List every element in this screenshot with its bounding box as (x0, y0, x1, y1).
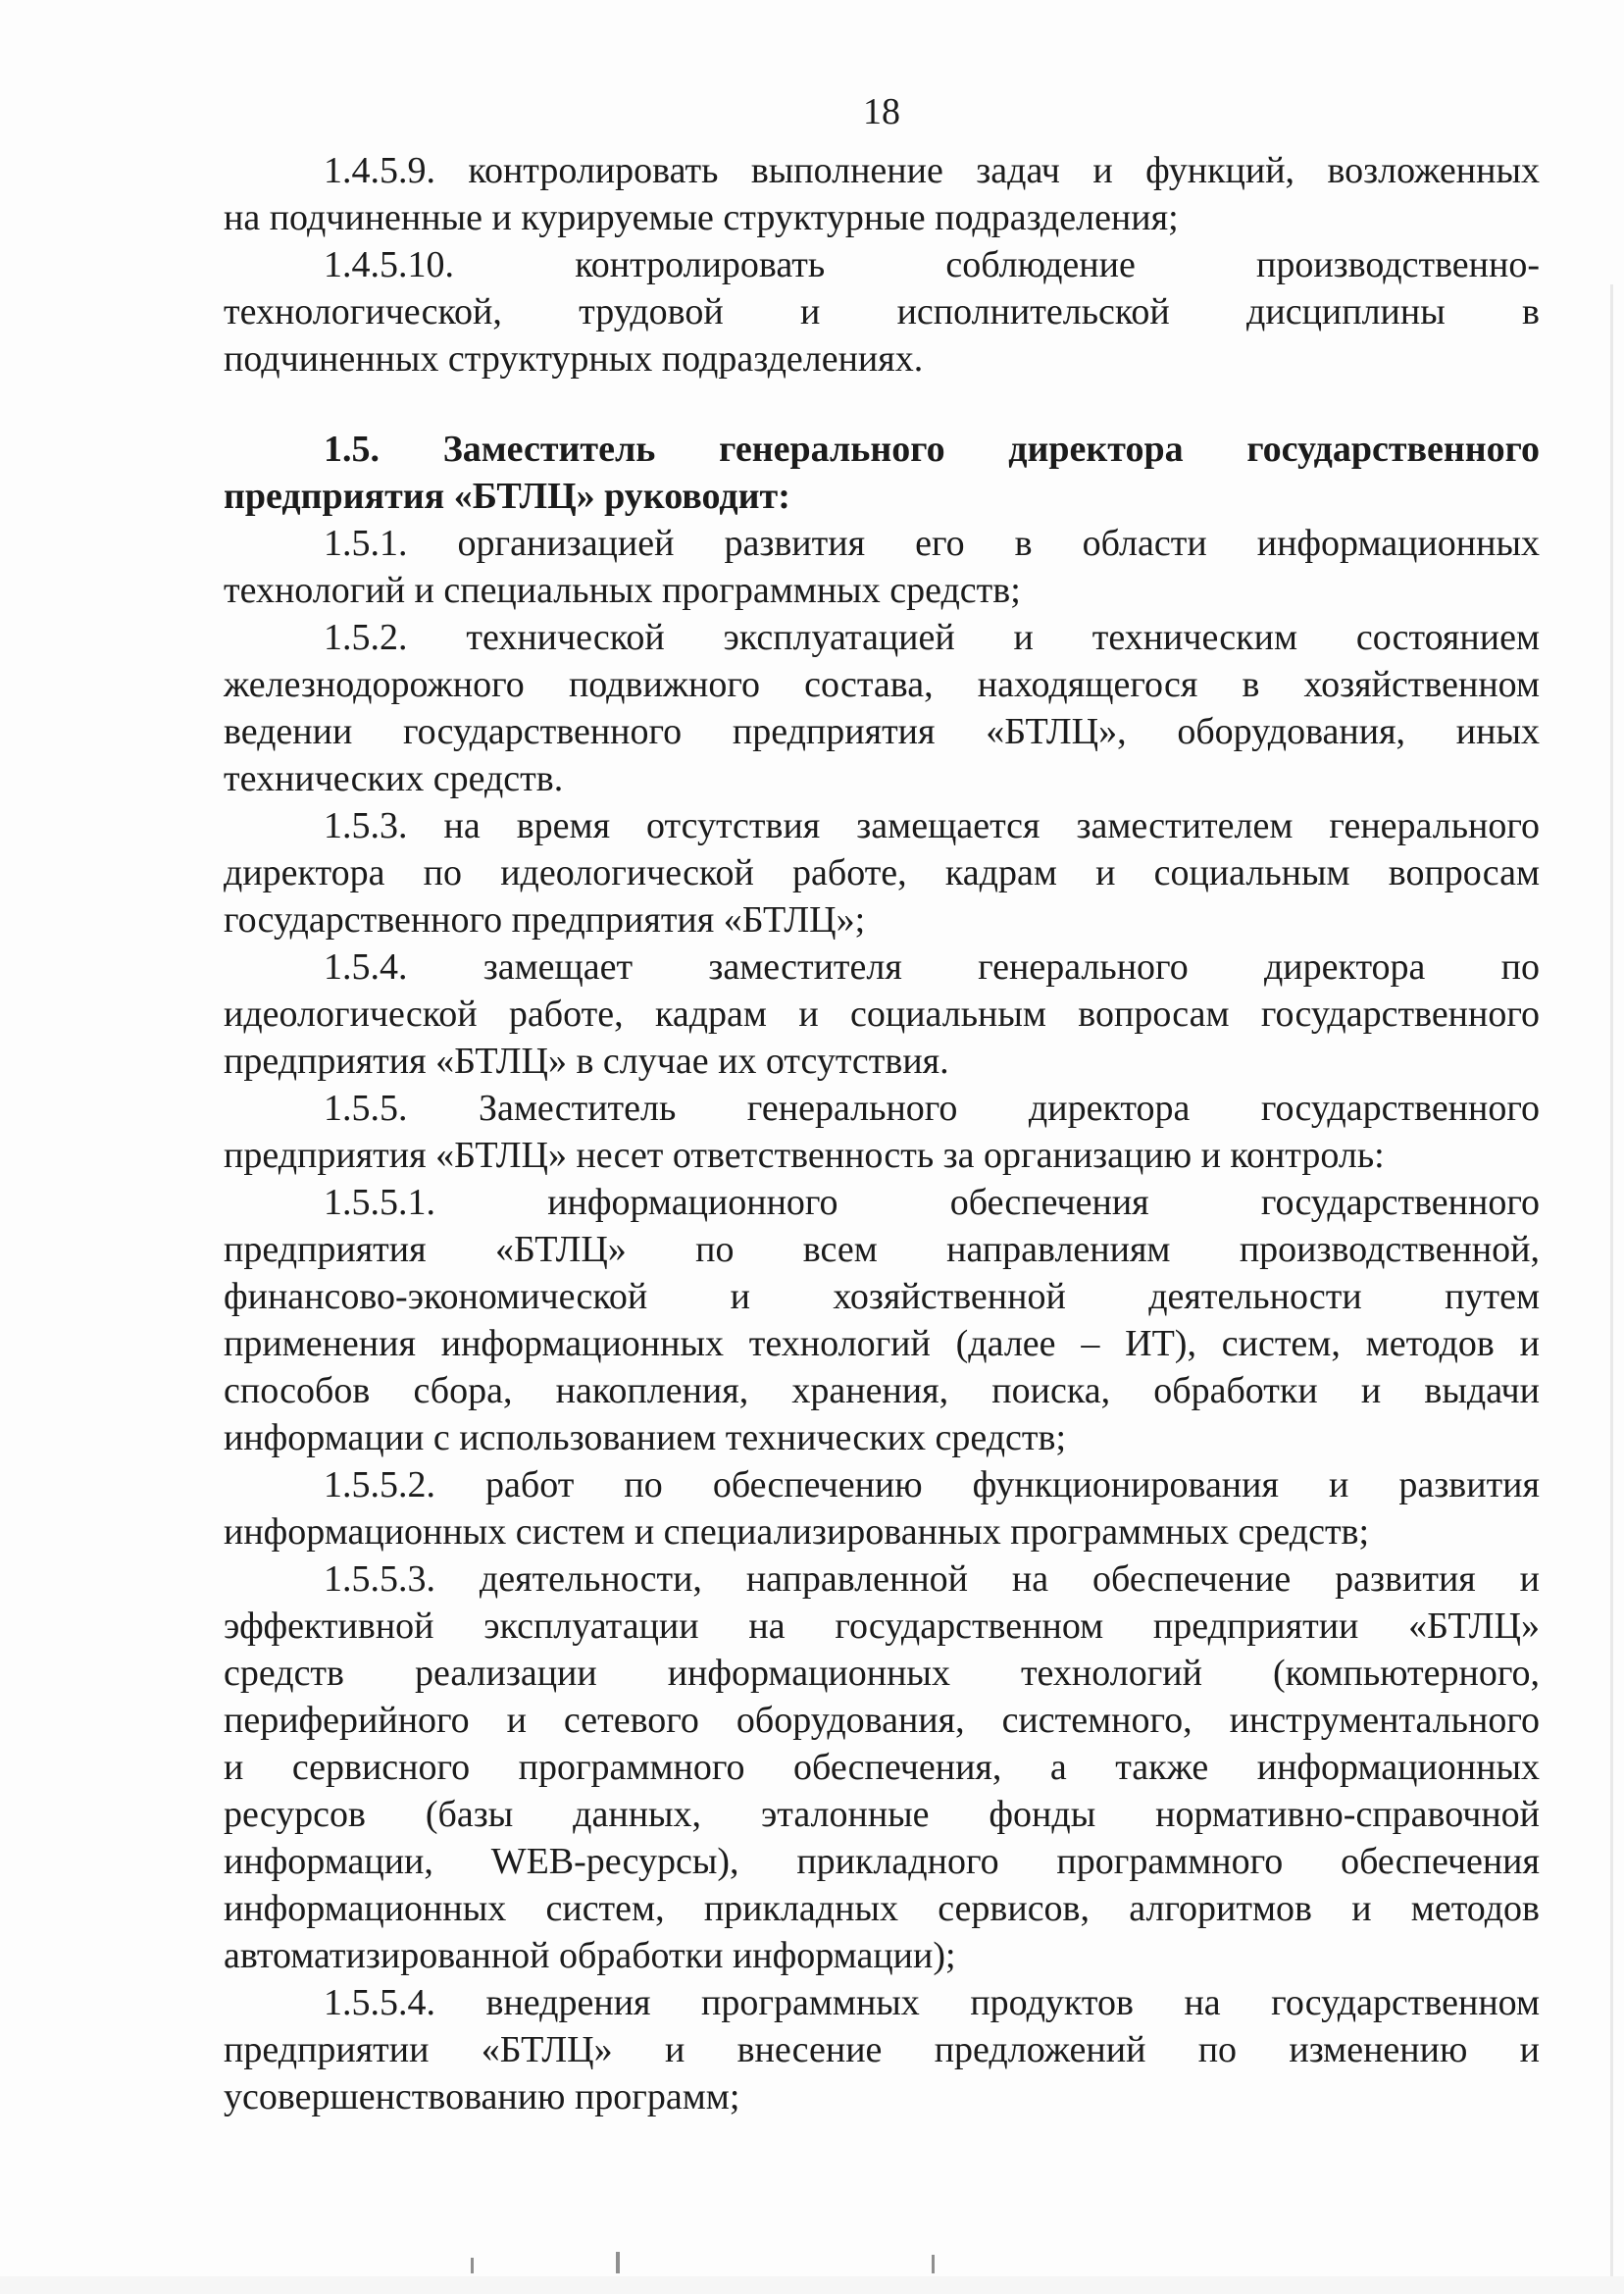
paragraph-1-5-2 (224, 614, 1540, 802)
text-line: способов сбора, накопления, хранения, поиска, обработки и выдачи (224, 1370, 1540, 1411)
paragraph-1-5-5-3 (224, 1555, 1540, 1979)
scan-speck (932, 2255, 935, 2273)
paragraph-1-5-5-2 (224, 1461, 1540, 1555)
text-line: ведении государственного предприятия «БТЛЦ», оборудования, иных (224, 711, 1540, 752)
scan-speck (616, 2252, 620, 2273)
text-line: информации с использованием технических средств; (224, 1417, 1067, 1458)
text-line: предприятия «БТЛЦ» несет ответственность за организацию и контроль: (224, 1135, 1385, 1176)
text-line: подчиненных структурных подразделениях. (224, 338, 924, 380)
text-line: 1.5.5.4. внедрения программных продуктов на государственном (324, 1982, 1540, 2023)
text-line: 1.5.5. Заместитель генерального директора государственного (324, 1088, 1540, 1129)
text-line: на подчиненные и курируемые структурные подразделения; (224, 197, 1179, 238)
paragraph-1-5-5 (224, 1085, 1540, 1179)
scan-edge-artifact (1610, 284, 1613, 2294)
text-line: информационных систем, прикладных сервисов, алгоритмов и методов (224, 1888, 1540, 1929)
paragraph-list (224, 147, 1540, 2120)
paragraph-1-4-5-9 (224, 147, 1540, 241)
text-line: технологической, трудовой и исполнительской дисциплины в (224, 291, 1540, 332)
text-line: средств реализации информационных технологий (компьютерного, (224, 1653, 1540, 1694)
text-line: применения информационных технологий (далее – ИТ), систем, методов и (224, 1323, 1540, 1364)
text-line: и сервисного программного обеспечения, а также информационных (224, 1747, 1540, 1788)
text-line: усовершенствованию программ; (224, 2076, 740, 2117)
text-line: финансово-экономической и хозяйственной деятельности путем (224, 1276, 1540, 1317)
text-line: предприятия «БТЛЦ» руководит: (224, 476, 790, 517)
paragraph-1-5-5-4 (224, 1979, 1540, 2120)
text-line: 1.5.2. технической эксплуатацией и техническим состоянием (324, 617, 1540, 658)
paragraph-1-5-1 (224, 520, 1540, 614)
paragraph-1-5-3 (224, 802, 1540, 943)
page-number: 18 (863, 91, 900, 132)
text-line: 1.5.5.2. работ по обеспечению функционирования и развития (324, 1464, 1540, 1505)
text-line: директора по идеологической работе, кадрам и социальным вопросам (224, 852, 1540, 893)
text-line: 1.5.5.3. деятельности, направленной на обеспечение развития и (324, 1558, 1540, 1600)
paragraph-1-5-4 (224, 943, 1540, 1085)
text-line: автоматизированной обработки информации); (224, 1935, 956, 1976)
text-line: предприятии «БТЛЦ» и внесение предложений по изменению и (224, 2029, 1540, 2070)
text-line: железнодорожного подвижного состава, находящегося в хозяйственном (224, 664, 1540, 705)
scan-bottom-artifact (0, 2276, 1624, 2294)
text-line: предприятия «БТЛЦ» по всем направлениям производственной, (224, 1229, 1540, 1270)
text-line: 1.5.3. на время отсутствия замещается заместителем генерального (324, 805, 1540, 846)
paragraph-1-4-5-10 (224, 241, 1540, 382)
page-content (224, 88, 1540, 2120)
text-line: предприятия «БТЛЦ» в случае их отсутствия. (224, 1041, 949, 1082)
paragraph-1-5 (224, 426, 1540, 520)
text-line: эффективной эксплуатации на государственном предприятии «БТЛЦ» (224, 1606, 1540, 1647)
text-line: 1.5.5.1. информационного обеспечения государственного (324, 1182, 1540, 1223)
paragraph-1-5-5-1 (224, 1179, 1540, 1461)
text-line: идеологической работе, кадрам и социальным вопросам государственного (224, 994, 1540, 1035)
text-line: государственного предприятия «БТЛЦ»; (224, 899, 866, 941)
text-line: ресурсов (базы данных, эталонные фонды нормативно-справочной (224, 1794, 1540, 1835)
text-line: 1.4.5.10. контролировать соблюдение производственно- (324, 244, 1540, 285)
scan-speck (471, 2258, 474, 2273)
text-line: информации, WEB-ресурсы), прикладного программного обеспечения (224, 1841, 1540, 1882)
text-line: 1.5.4. замещает заместителя генерального директора по (324, 946, 1540, 988)
text-line: технических средств. (224, 758, 564, 799)
text-line: 1.5. Заместитель генерального директора государственного (324, 429, 1540, 470)
text-line: периферийного и сетевого оборудования, системного, инструментального (224, 1700, 1540, 1741)
text-line: технологий и специальных программных средств; (224, 570, 1021, 611)
text-line: 1.5.1. организацией развития его в области информационных (324, 523, 1540, 564)
text-line: 1.4.5.9. контролировать выполнение задач и функций, возложенных (324, 150, 1540, 191)
text-line: информационных систем и специализированных программных средств; (224, 1511, 1370, 1553)
